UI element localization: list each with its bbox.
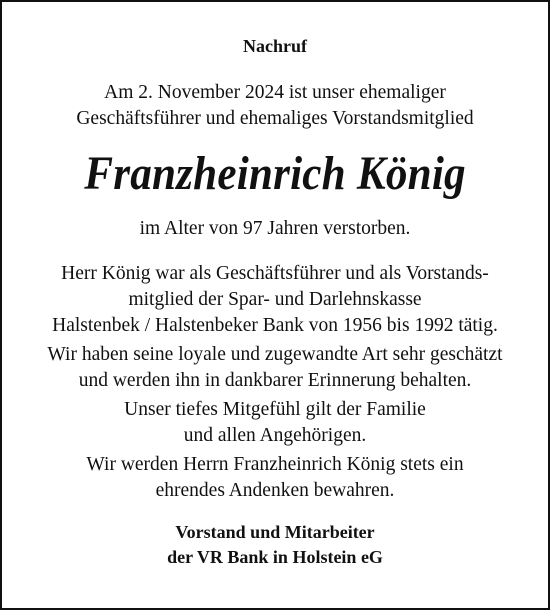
paragraph-1-line-2: mitglied der Spar- und Darlehnskasse: [128, 289, 422, 310]
intro-line-2: Geschäftsführer und ehemaliges Vorstandsmitglied: [76, 108, 474, 129]
paragraph-4-line-1: Wir werden Herrn Franzheinrich König stets ein: [86, 454, 464, 475]
paragraph-1-line-1: Herr König war als Geschäftsführer und als Vorstands-: [61, 263, 489, 284]
age-line: im Alter von 97 Jahren verstorben.: [139, 218, 411, 239]
paragraph-2-line-2: und werden ihn in dankbarer Erinnerung behalten.: [78, 370, 472, 391]
paragraph-3-line-2: und allen Angehörigen.: [183, 425, 367, 446]
paragraph-1-line-3: Halstenbek / Halstenbeker Bank von 1956 bis 1992 tätig.: [52, 315, 498, 336]
intro-line-1: Am 2. November 2024 ist unser ehemaliger: [104, 82, 446, 103]
signature-line-1: Vorstand und Mitarbeiter: [175, 522, 375, 542]
notice-heading: Nachruf: [243, 36, 307, 56]
signature-line-2: der VR Bank in Holstein eG: [167, 547, 383, 567]
paragraph-3-line-1: Unser tiefes Mitgefühl gilt der Familie: [124, 399, 426, 420]
paragraph-4-line-2: ehrendes Andenken bewahren.: [155, 480, 395, 501]
deceased-name: Franzheinrich König: [84, 147, 466, 200]
paragraph-2-line-1: Wir haben seine loyale und zugewandte Art sehr geschätzt: [47, 344, 503, 365]
